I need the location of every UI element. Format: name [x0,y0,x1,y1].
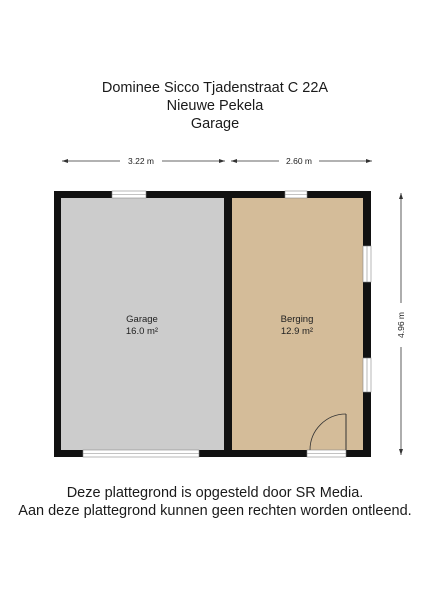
room-garage-area: 16.0 m² [125,326,159,337]
dimension-depth-label: 4.96 m [396,312,406,338]
room-berging-name: Berging [280,314,314,325]
room-berging-area: 12.9 m² [280,326,314,337]
address-title: Dominee Sicco Tjadenstraat C 22A [101,80,329,96]
window-top-right [285,191,307,198]
room-garage-name: Garage [126,314,158,325]
window-right-upper [363,246,371,282]
dimension-depth [395,193,407,455]
window-top-left [112,191,146,198]
floor-title: Garage [190,116,240,132]
dimension-width-left-label: 3.22 m [128,156,154,166]
disclaimer-line-1: Deze plattegrond is opgesteld door SR Media. [66,485,364,501]
dimension-width-right-label: 2.60 m [286,156,312,166]
disclaimer [0,484,430,520]
city-title: Nieuwe Pekela [166,98,264,114]
window-right-lower [363,358,371,392]
garage-door-opening [83,450,199,457]
disclaimer-line-2: Aan deze plattegrond kunnen geen rechten worden ontleend. [18,503,412,519]
dimension-width-left [62,155,225,167]
dimension-width-right [231,155,372,167]
